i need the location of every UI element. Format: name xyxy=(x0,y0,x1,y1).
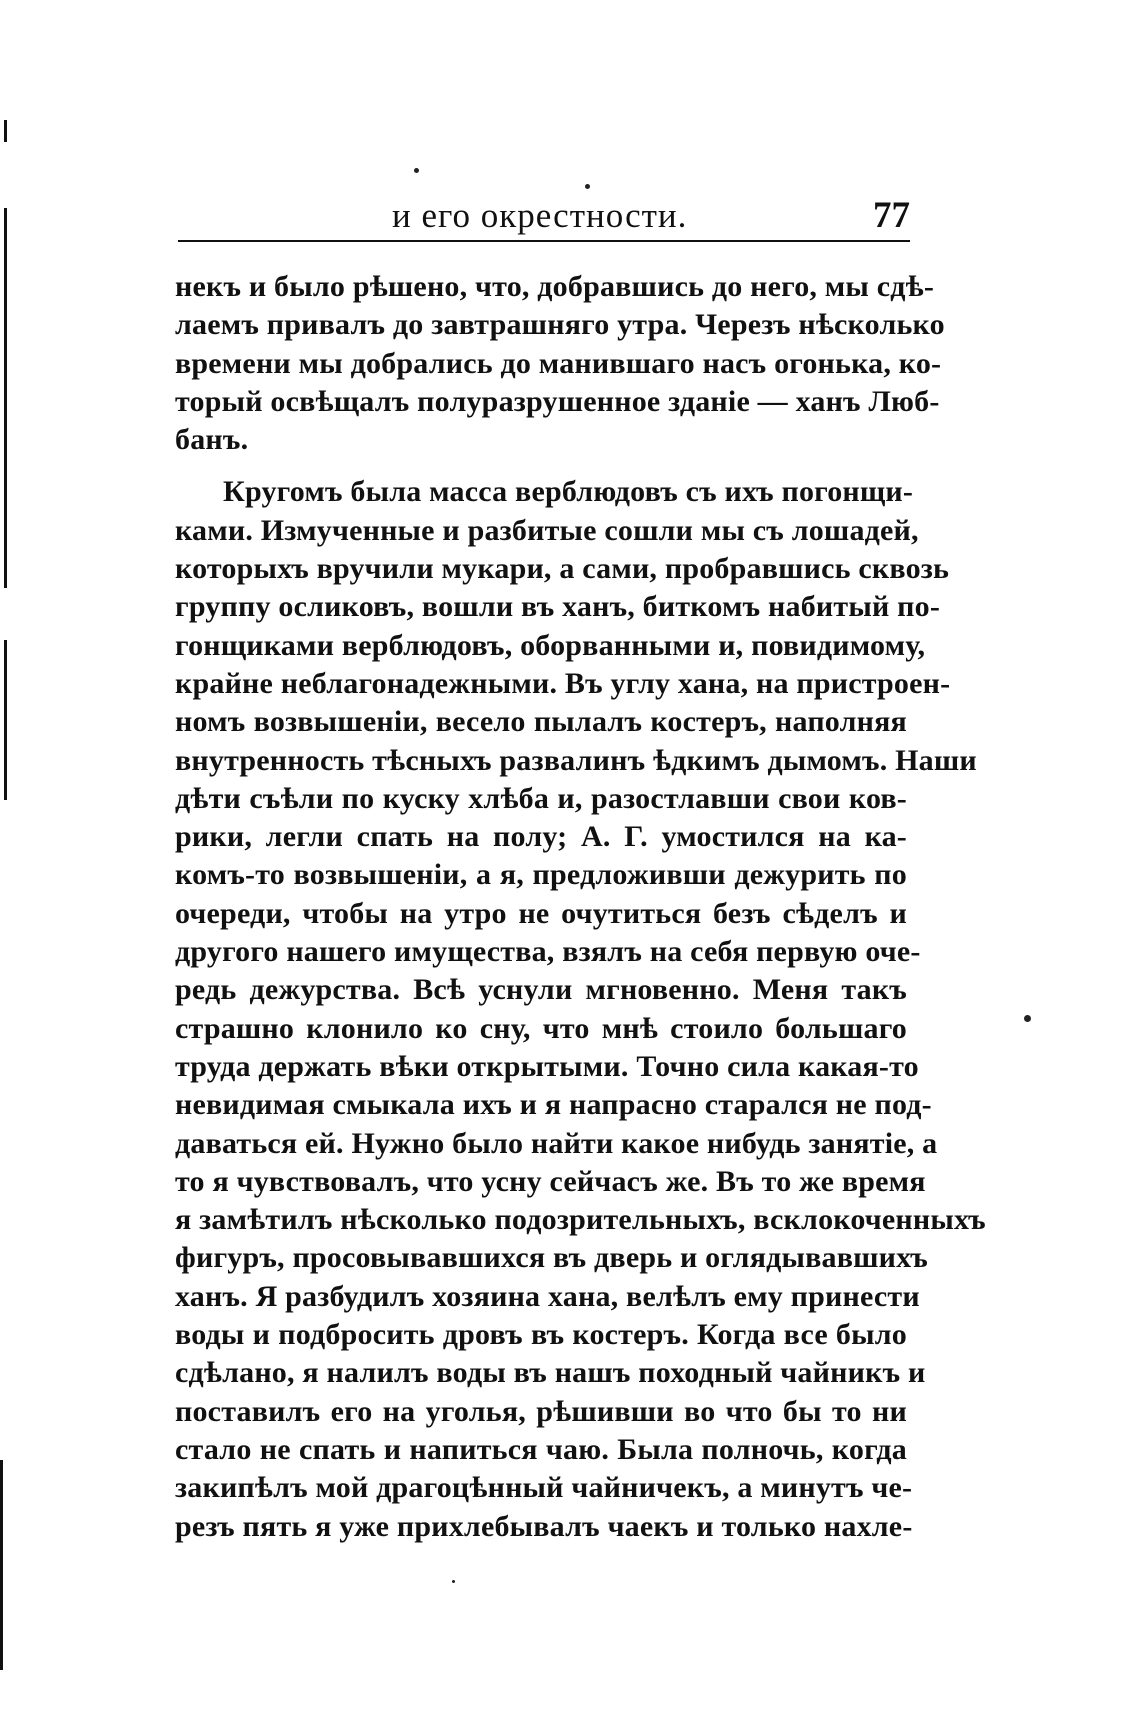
paragraph-1 xyxy=(175,268,945,459)
text-line: редь дежурства. Всѣ уснули мгновенно. Меня такъ xyxy=(175,973,907,1007)
text-line: страшно клонило ко сну, что мнѣ стоило большаго xyxy=(175,1011,907,1045)
text-line: дѣти съѣли по куску хлѣба и, разостлавши свои ков- xyxy=(175,781,907,815)
text-line: я замѣтилъ нѣсколько подозрительныхъ, всклокоченныхъ xyxy=(175,1203,986,1237)
text-line: поставилъ его на уголья, рѣшивши во что бы то ни xyxy=(175,1394,907,1428)
text-line: воды и подбросить дровъ въ костеръ. Когда все было xyxy=(175,1318,907,1352)
text-line: закипѣлъ мой драгоцѣнный чайничекъ, а минутъ че- xyxy=(175,1471,913,1505)
text-line: невидимая смыкала ихъ и я напрасно старался не под- xyxy=(175,1088,932,1122)
body-text xyxy=(175,268,986,1546)
text-line: крайне неблагонадежными. Въ углу хана, на пристроен- xyxy=(175,666,951,700)
text-line: ками. Измученные и разбитые сошли мы съ лошадей, xyxy=(175,513,919,547)
text-line: некъ и было рѣшено, что, добравшись до него, мы сдѣ- xyxy=(175,270,935,303)
text-line: труда держать вѣки открытыми. Точно сила какая-то xyxy=(175,1049,919,1083)
page-header xyxy=(178,196,910,242)
text-line: сдѣлано, я налилъ воды въ нашъ походный чайникъ и xyxy=(175,1356,926,1390)
text-line: банъ. xyxy=(175,423,249,457)
text-line: резъ пять я уже прихлебывалъ чаекъ и только нахле- xyxy=(175,1509,913,1543)
text-line: стало не спать и напиться чаю. Была полночь, когда xyxy=(175,1432,907,1466)
text-line: Кругомъ была масса верблюдовъ съ ихъ погонщи- xyxy=(223,475,914,509)
print-speck xyxy=(452,1580,455,1583)
text-line: то я чувствовалъ, что усну сейчасъ же. Въ то же время xyxy=(175,1164,926,1198)
print-speck xyxy=(585,184,590,189)
text-line: фигуръ, просовывавшихся въ дверь и оглядывавшихъ xyxy=(175,1241,928,1275)
text-line: комъ-то возвышеніи, а я, предложивши дежурить по xyxy=(175,858,907,892)
text-line: номъ возвышеніи, весело пылалъ костеръ, наполняя xyxy=(175,705,907,739)
text-line: даваться ей. Нужно было найти какое нибудь занятіе, а xyxy=(175,1126,938,1160)
scan-edge-mark xyxy=(4,208,7,588)
paragraph-2 xyxy=(175,473,986,1545)
page-number: 77 xyxy=(873,195,910,236)
text-line: внутренность тѣсныхъ развалинъ ѣдкимъ дымомъ. Наши xyxy=(175,743,977,777)
text-line: времени мы добрались до манившаго насъ огонька, ко- xyxy=(175,346,942,380)
print-speck xyxy=(1024,1015,1031,1022)
running-title: и его окрестности. xyxy=(392,196,688,235)
text-line: гонщиками верблюдовъ, оборванными и, повидимому, xyxy=(175,628,926,662)
text-line: лаемъ привалъ до завтрашняго утра. Черезъ нѣсколько xyxy=(175,308,945,342)
text-line: другого нашего имущества, взялъ на себя первую оче- xyxy=(175,935,921,969)
text-line: рики, легли спать на полу; А. Г. умостился на ка- xyxy=(175,820,907,854)
text-line: которыхъ вручили мукари, а сами, пробравшись сквозь xyxy=(175,552,950,586)
text-line: очереди, чтобы на утро не очутиться безъ сѣделъ и xyxy=(175,896,907,930)
text-line: торый освѣщалъ полуразрушенное зданіе — ханъ Люб- xyxy=(175,384,940,418)
scan-edge-mark xyxy=(4,640,7,800)
text-line: ханъ. Я разбудилъ хозяина хана, велѣлъ ему принести xyxy=(175,1279,920,1313)
scan-edge-mark xyxy=(4,120,7,142)
scan-edge-mark xyxy=(0,1460,3,1670)
text-line: группу осликовъ, вошли въ ханъ, биткомъ набитый по- xyxy=(175,590,941,624)
print-speck xyxy=(414,168,419,173)
